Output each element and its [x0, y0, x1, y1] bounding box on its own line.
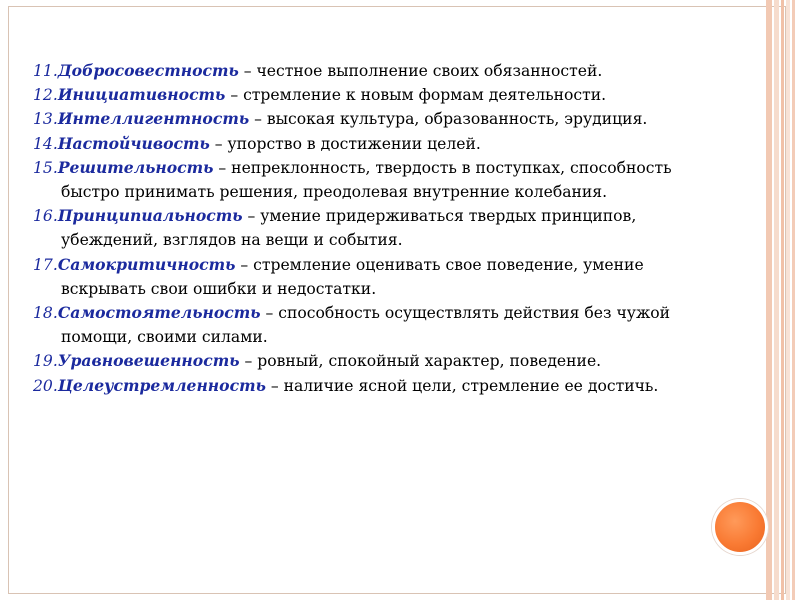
item-term: Решительность — [57, 157, 214, 177]
item-term: Уравновешенность — [57, 351, 240, 371]
item-number: 11. — [33, 62, 58, 80]
item-term: Принципиальность — [57, 206, 243, 226]
item-term: Настойчивость — [57, 133, 210, 153]
item-term: Добросовестность — [57, 61, 239, 80]
item-term: Целеустремленность — [57, 375, 266, 395]
item-description: – способность осуществлять действия без чужой помощи, своими силами. — [61, 304, 671, 347]
item-description: – честное выполнение своих обязанностей. — [238, 62, 603, 80]
item-description: – непреклонность, твердость в поступках, способность быстро принимать решения, преодолевая внутренние колебания. — [61, 158, 672, 202]
orange-circle-ornament — [712, 499, 768, 555]
item-description: – умение придерживаться твердых принципов, убеждений, взглядов на вещи и события. — [61, 207, 637, 250]
item-description: – упорство в достижении целей. — [209, 134, 481, 153]
list-item — [33, 156, 733, 204]
item-description: – наличие ясной цели, стремление ее достичь. — [265, 376, 659, 395]
item-description: – ровный, спокойный характер, поведение. — [239, 352, 602, 371]
item-description: – высокая культура, образованность, эрудиция. — [249, 110, 648, 129]
qualities-list — [33, 59, 733, 398]
item-description: – стремление к новым формам деятельности. — [225, 86, 607, 105]
list-item — [33, 253, 733, 301]
item-term: Самокритичность — [57, 254, 236, 274]
decorative-stripe — [774, 0, 779, 600]
item-number: 12. — [33, 86, 58, 105]
item-number: 13. — [33, 110, 58, 129]
item-term: Самостоятельность — [57, 303, 261, 323]
decorative-stripe — [766, 0, 772, 600]
item-term: Инициативность — [57, 85, 226, 105]
list-item — [33, 107, 733, 131]
item-number: 19. — [33, 352, 58, 371]
item-number: 17. — [33, 255, 58, 274]
item-description: – стремление оценивать свое поведение, умение вскрывать свои ошибки и недостатки. — [61, 255, 644, 298]
list-item — [33, 301, 733, 349]
item-number: 18. — [33, 304, 58, 323]
item-number: 20. — [33, 376, 58, 395]
item-number: 15. — [33, 158, 58, 177]
list-item — [33, 59, 733, 83]
list-item — [33, 132, 733, 156]
list-item — [33, 204, 733, 252]
item-term: Интеллигентность — [57, 109, 250, 129]
list-item — [33, 349, 733, 373]
list-item — [33, 83, 733, 107]
item-number: 16. — [33, 207, 58, 226]
item-number: 14. — [33, 134, 58, 153]
list-item — [33, 374, 733, 398]
decorative-stripe — [781, 0, 784, 600]
decorative-stripe — [786, 0, 790, 600]
decorative-stripe — [792, 0, 795, 600]
